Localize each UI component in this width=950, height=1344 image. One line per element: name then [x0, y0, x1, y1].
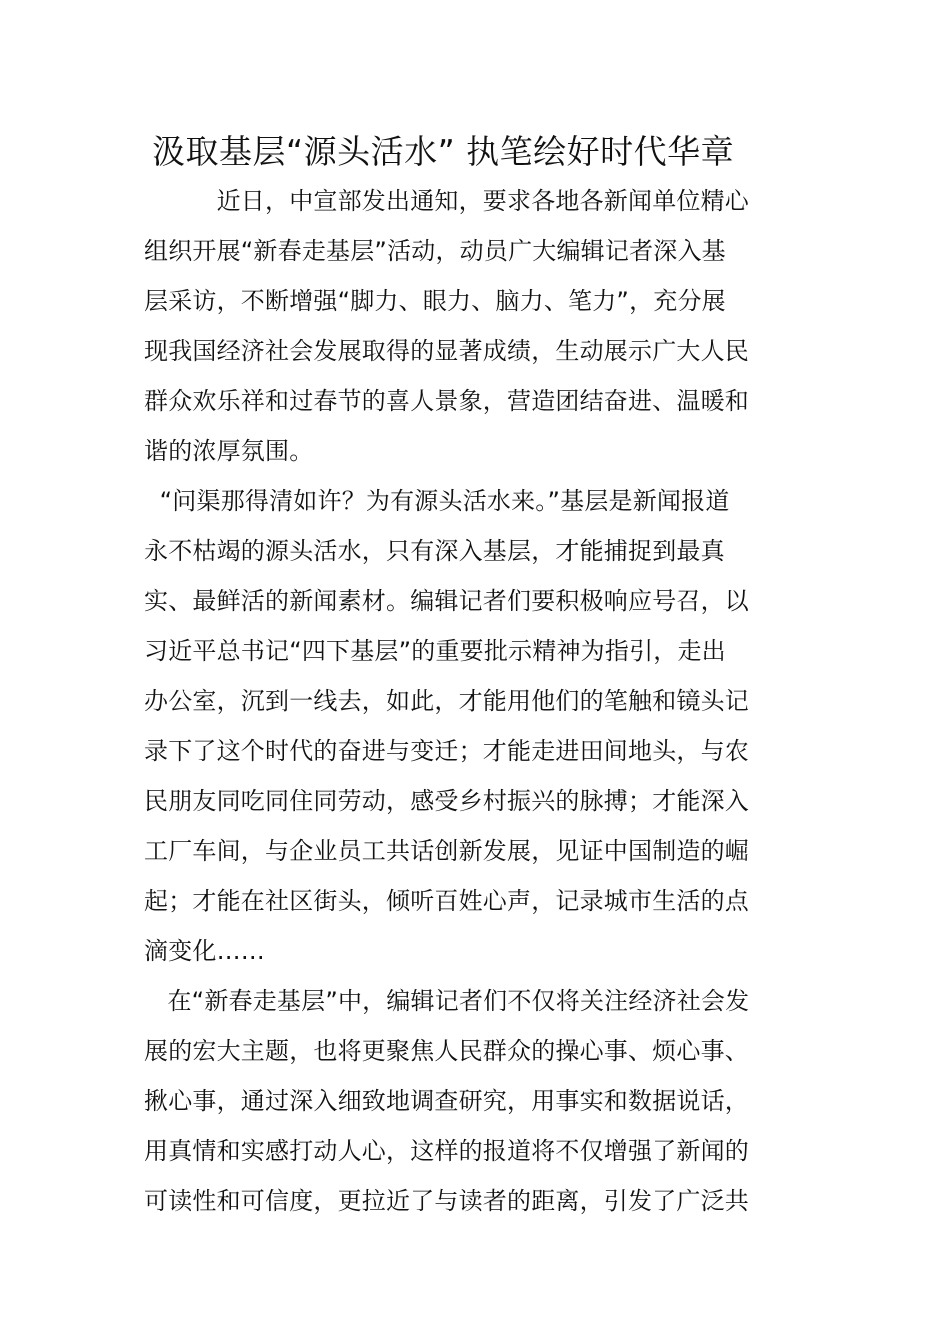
text-line: 起；才能在社区街头，倾听百姓心声，记录城市生活的点: [144, 887, 749, 915]
paragraph-2: [144, 476, 810, 976]
text-line: 实、最鲜活的新闻素材。编辑记者们要积极响应号召，以: [144, 587, 749, 615]
text-line: 永不枯竭的源头活水，只有深入基层，才能捕捉到最真: [144, 537, 725, 565]
text-line: 组织开展“新春走基层”活动，动员广大编辑记者深入基: [144, 237, 726, 265]
text-line: 工厂车间，与企业员工共话创新发展，见证中国制造的崛: [144, 837, 749, 865]
text-line: 习近平总书记“四下基层”的重要批示精神为指引，走出: [144, 637, 726, 665]
text-line: 在“新春走基层”中，编辑记者们不仅将关注经济社会发: [144, 987, 750, 1015]
article-body: [144, 176, 810, 1226]
text-line: 滴变化……: [144, 937, 265, 965]
text-line: 可读性和可信度，更拉近了与读者的距离，引发了广泛共: [144, 1187, 749, 1215]
text-line: 用真情和实感打动人心，这样的报道将不仅增强了新闻的: [144, 1137, 749, 1165]
text-line: 谐的浓厚氛围。: [144, 437, 314, 465]
text-line: 层采访，不断增强“脚力、眼力、脑力、笔力”，充分展: [144, 287, 726, 315]
text-line: 近日，中宣部发出通知，要求各地各新闻单位精心: [144, 187, 749, 215]
paragraph-3: [144, 976, 810, 1226]
paragraph-1: [144, 176, 810, 476]
text-line: 群众欢乐祥和过春节的喜人景象，营造团结奋进、温暖和: [144, 387, 749, 415]
text-line: 展的宏大主题，也将更聚焦人民群众的操心事、烦心事、: [144, 1037, 749, 1065]
text-line: 揪心事，通过深入细致地调查研究，用事实和数据说话，: [144, 1087, 749, 1115]
text-line: “问渠那得清如许？为有源头活水来。”基层是新闻报道: [144, 487, 730, 515]
text-line: 录下了这个时代的奋进与变迁；才能走进田间地头，与农: [144, 737, 749, 765]
text-line: 现我国经济社会发展取得的显著成绩，生动展示广大人民: [144, 337, 749, 365]
text-line: 办公室，沉到一线去，如此，才能用他们的笔触和镜头记: [144, 687, 749, 715]
article-title: 汲取基层“源头活水” 执笔绘好时代华章: [152, 132, 735, 171]
text-line: 民朋友同吃同住同劳动，感受乡村振兴的脉搏；才能深入: [144, 787, 749, 815]
